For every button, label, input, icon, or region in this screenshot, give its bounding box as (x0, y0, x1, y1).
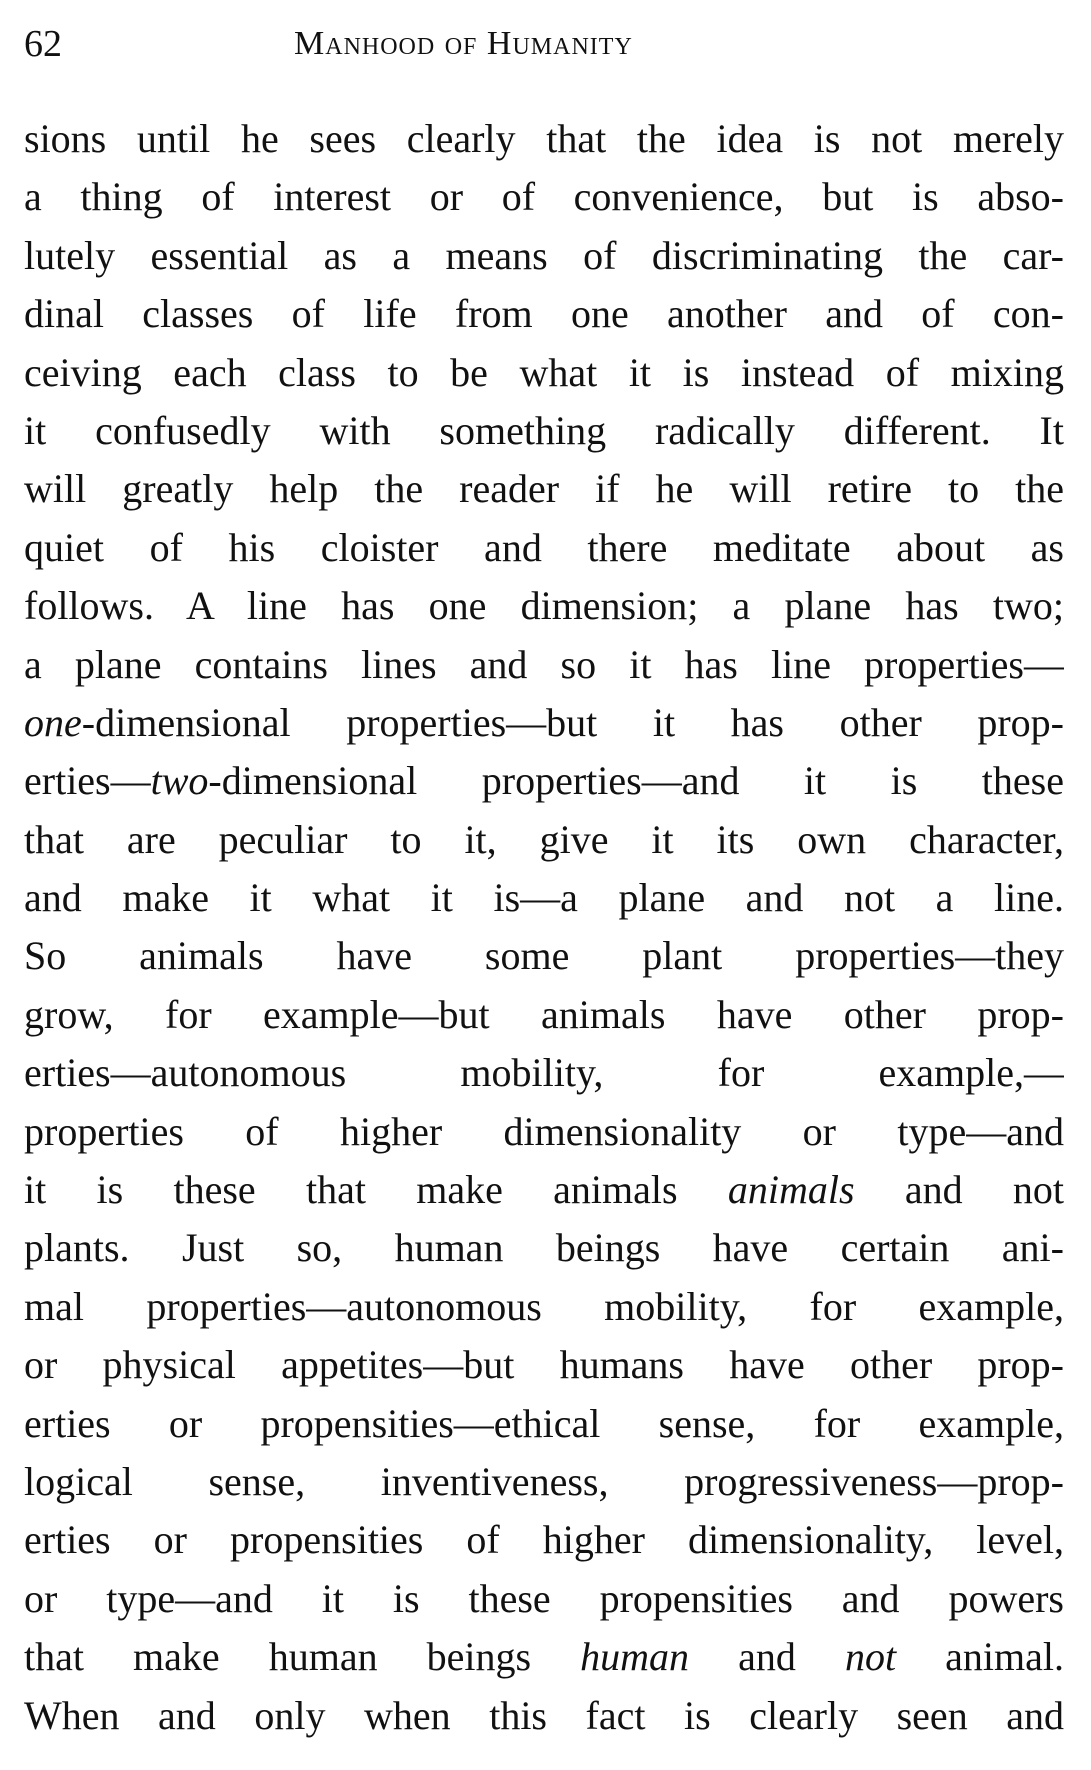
running-head (24, 20, 1064, 68)
text-run: logical sense, inventiveness, progressiveness—prop- (24, 1458, 1064, 1504)
text-run: erties—autonomous mobility, for example,— (24, 1050, 1064, 1096)
text-line (24, 1687, 1064, 1745)
text-run: and make it what it is—a plane and not a line. (24, 875, 1064, 921)
text-line (24, 694, 1064, 752)
italic-word: not (844, 1634, 897, 1680)
text-line (24, 869, 1064, 927)
text-run: So animals have some plant properties—they (24, 933, 1064, 979)
text-line (24, 402, 1064, 460)
text-line (24, 752, 1064, 810)
text-run: sions until he sees clearly that the idea is not merely (24, 116, 1064, 161)
text-run: follows. A line has one dimension; a plane has two; (24, 583, 1064, 629)
text-line (24, 1278, 1064, 1336)
text-line (24, 1336, 1064, 1394)
text-run: -dimensional properties—but it has other prop- (81, 699, 1064, 745)
text-run: or physical appetites—but humans have other prop- (24, 1342, 1064, 1388)
text-line (24, 1570, 1064, 1628)
text-run: that are peculiar to it, give it its own character, (24, 816, 1064, 862)
text-run: it is these that make animals (24, 1167, 728, 1213)
text-run: it confusedly with something radically different. It (24, 407, 1064, 453)
text-line (24, 636, 1064, 694)
text-line (24, 1219, 1064, 1277)
body-text (24, 110, 1064, 1745)
text-line (24, 168, 1064, 226)
text-run: When and only when this fact is clearly seen and (24, 1692, 1064, 1738)
text-run: -dimensional properties—and it is these (208, 758, 1064, 804)
text-run: dinal classes of life from one another and of con- (24, 291, 1064, 337)
text-run: animal. (896, 1634, 1064, 1680)
italic-word: one (24, 699, 82, 745)
text-run: quiet of his cloister and there meditate about as (24, 524, 1064, 570)
italic-word: two (150, 758, 209, 804)
text-line (24, 1628, 1064, 1686)
text-line (24, 986, 1064, 1044)
text-line (24, 227, 1064, 285)
text-run: erties— (24, 758, 151, 804)
text-run: mal properties—autonomous mobility, for example, (24, 1283, 1064, 1329)
text-line (24, 811, 1064, 869)
italic-word: animals (727, 1167, 855, 1213)
text-line (24, 927, 1064, 985)
text-run: properties of higher dimensionality or type—and (24, 1108, 1064, 1154)
text-run: and (689, 1634, 845, 1680)
text-line (24, 1453, 1064, 1511)
text-run: and not (854, 1167, 1064, 1213)
text-line (24, 344, 1064, 402)
text-run: erties or propensities—ethical sense, for example, (24, 1400, 1064, 1446)
text-line (24, 1103, 1064, 1161)
text-run: ceiving each class to be what it is instead of mixing (24, 349, 1064, 395)
text-line (24, 285, 1064, 343)
text-line (24, 1161, 1064, 1219)
text-run: that make human beings (24, 1634, 581, 1680)
text-run: erties or propensities of higher dimensionality, level, (24, 1517, 1064, 1563)
text-run: grow, for example—but animals have other prop- (24, 991, 1064, 1037)
text-line (24, 1511, 1064, 1569)
text-line (24, 577, 1064, 635)
text-run: plants. Just so, human beings have certain ani- (24, 1225, 1064, 1271)
text-line (24, 519, 1064, 577)
text-line (24, 1395, 1064, 1453)
text-run: a thing of interest or of convenience, but is abso- (24, 174, 1064, 220)
page-number: 62 (24, 23, 62, 65)
text-line (24, 460, 1064, 518)
text-run: lutely essential as a means of discriminating the car- (24, 232, 1064, 278)
text-line (24, 1044, 1064, 1102)
italic-word: human (580, 1634, 690, 1680)
book-title: Manhood of Humanity (294, 25, 633, 62)
text-run: or type—and it is these propensities and powers (24, 1575, 1064, 1621)
text-run: a plane contains lines and so it has line properties— (24, 641, 1064, 687)
text-line (24, 110, 1064, 168)
text-run: will greatly help the reader if he will retire to the (24, 466, 1064, 512)
